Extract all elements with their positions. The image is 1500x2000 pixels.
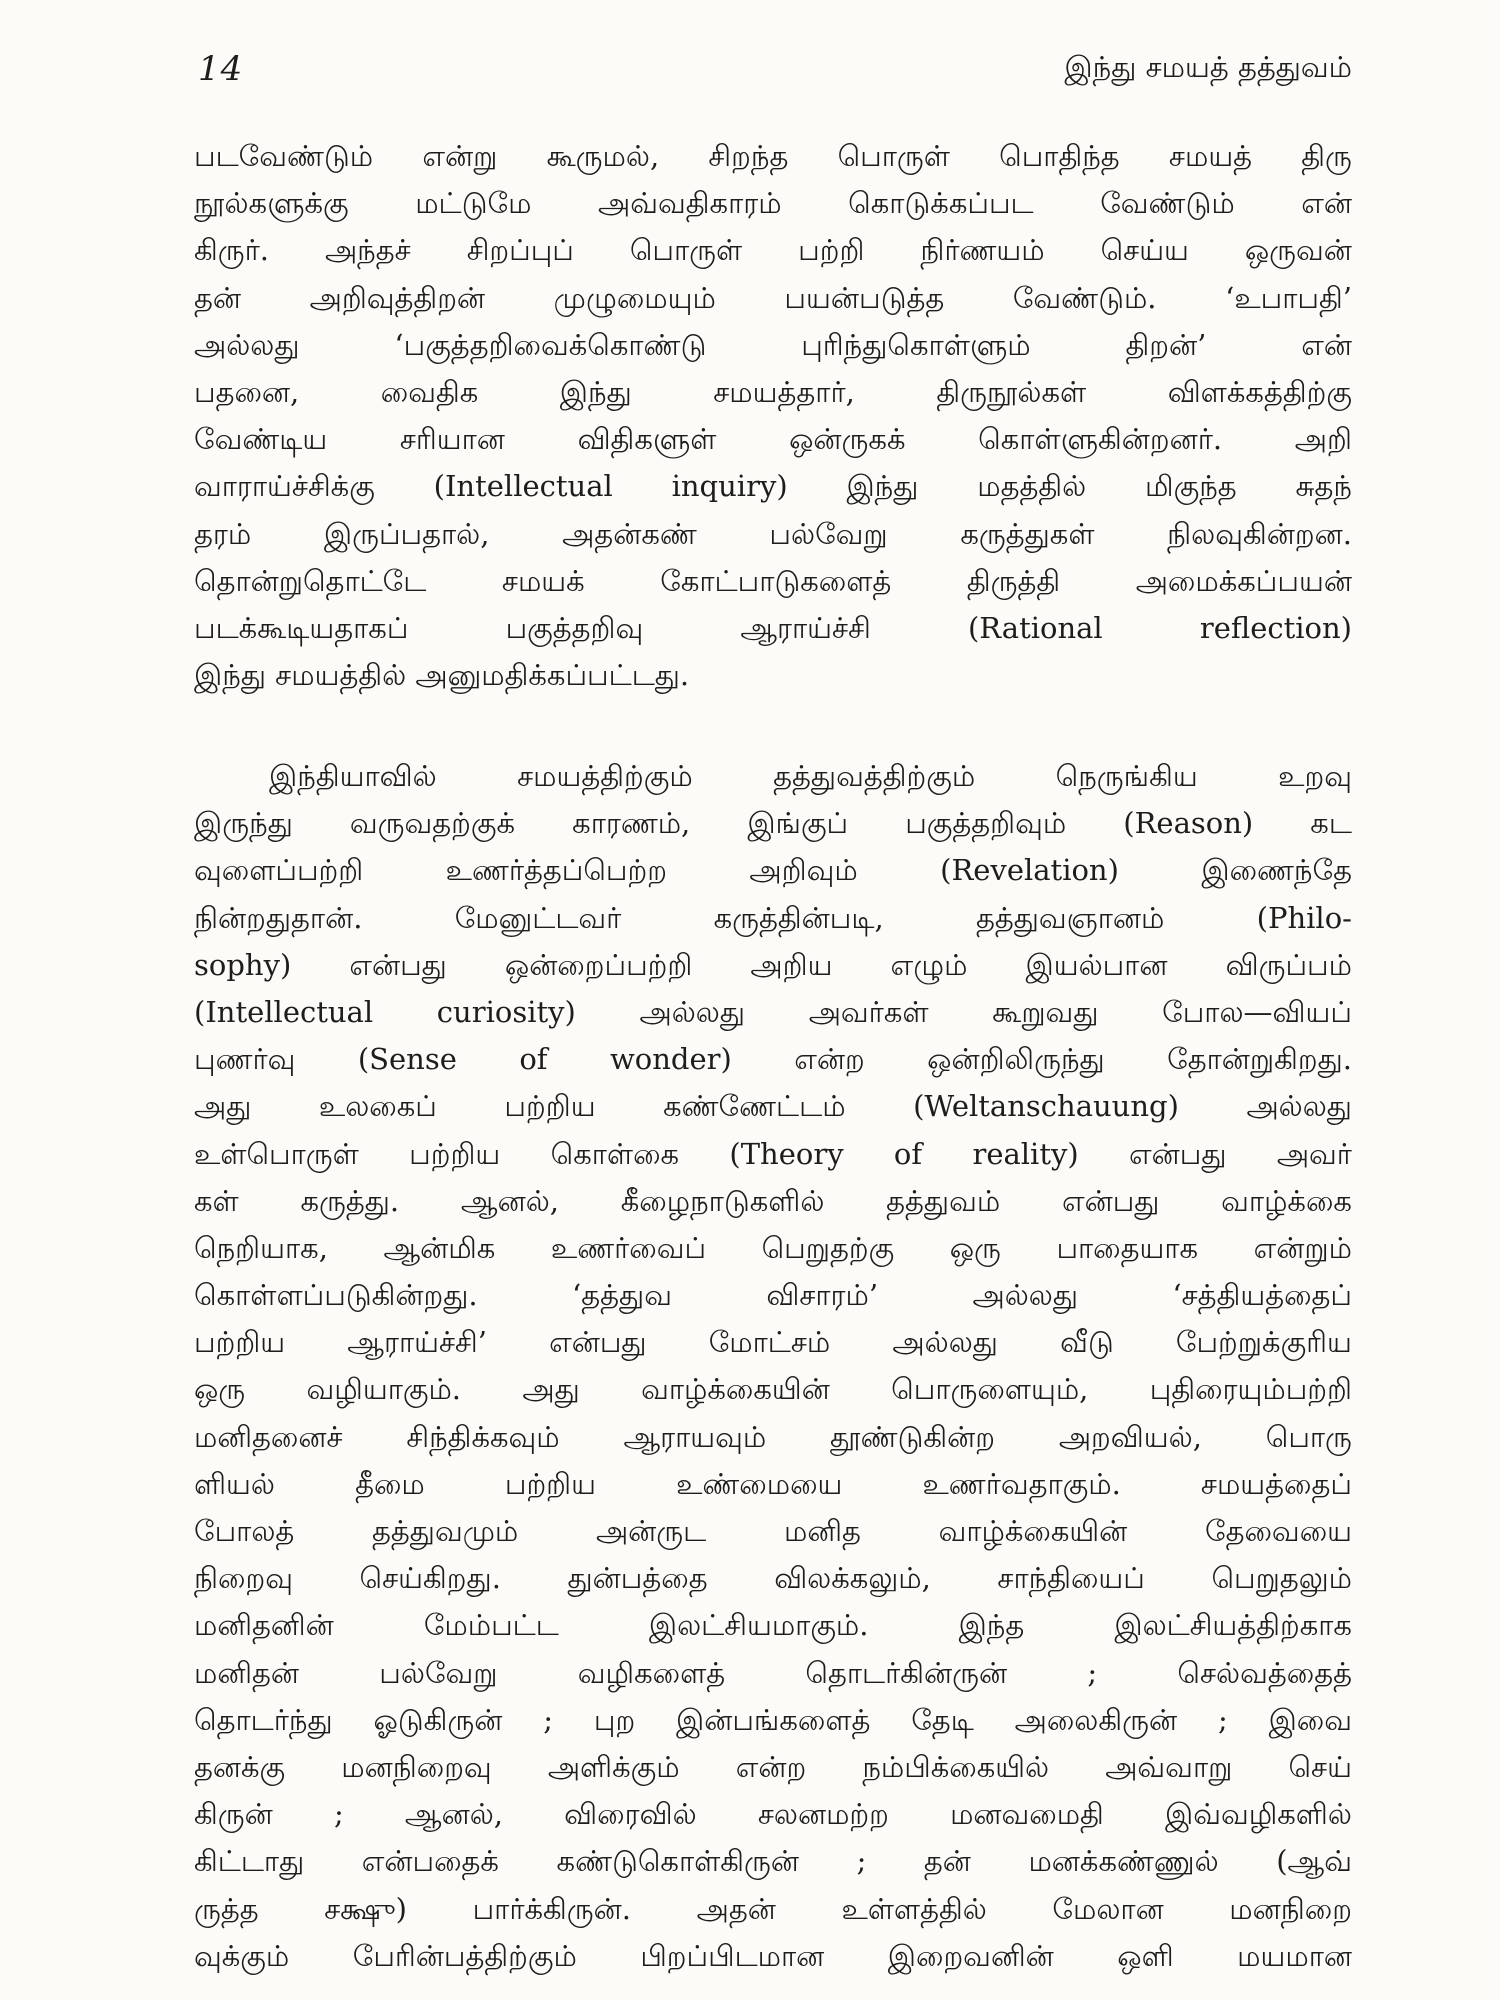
text-line: வேண்டிய சரியான விதிகளுள் ஒன்ருகக் கொள்ளுகின்றனர். அறி xyxy=(194,422,1352,457)
text-line: தரம் இருப்பதால், அதன்கண் பல்வேறு கருத்துகள் நிலவுகின்றன. xyxy=(194,516,1352,551)
text-line: படவேண்டும் என்று கூருமல், சிறந்த பொருள் பொதிந்த சமயத் திரு xyxy=(194,139,1352,173)
text-line: (Intellectual curiosity) அல்லது அவர்கள் கூறுவது போல—வியப் xyxy=(194,994,1352,1029)
text-line: பற்றிய ஆராய்ச்சி’ என்பது மோட்சம் அல்லது வீடு பேற்றுக்குரிய xyxy=(194,1325,1352,1360)
text-line: ருத்த சக்ஷு) பார்க்கிருன். அதன் உள்ளத்தில் மேலான மனநிறை xyxy=(194,1891,1352,1926)
text-line: கிருர். அந்தச் சிறப்புப் பொருள் பற்றி நிர்ணயம் செய்ய ஒருவன் xyxy=(194,233,1352,268)
text-line: நிறைவு செய்கிறது. துன்பத்தை விலக்கலும், சாந்தியைப் பெறுதலும் xyxy=(194,1561,1352,1596)
text-line: sophy) என்பது ஒன்றைப்பற்றி அறிய எழும் இயல்பான விருப்பம் xyxy=(194,947,1352,982)
text-line: பதனை, வைதிக இந்து சமயத்தார், திருநூல்கள் விளக்கத்திற்கு xyxy=(194,374,1352,409)
text-line: கிட்டாது என்பதைக் கண்டுகொள்கிருன் ; தன் மனக்கண்ணுல் (ஆவ் xyxy=(194,1844,1352,1879)
text-line: வுளைப்பற்றி உணர்த்தப்பெற்ற அறிவும் (Revelation) இணைந்தே xyxy=(194,853,1352,888)
text-line: கள் கருத்து. ஆனல், கீழைநாடுகளில் தத்துவம் என்பது வாழ்க்கை xyxy=(194,1183,1352,1218)
text-line: நின்றதுதான். மேனுட்டவர் கருத்தின்படி, தத்துவஞானம் (Philo- xyxy=(194,900,1352,935)
text-line: மனிதன் பல்வேறு வழிகளைத் தொடர்கின்ருன் ; செல்வத்தைத் xyxy=(194,1655,1352,1690)
paragraph xyxy=(194,133,1352,699)
text-line: அது உலகைப் பற்றிய கண்ணேட்டம் (Weltanschauung) அல்லது xyxy=(194,1089,1352,1124)
text-line: தொன்றுதொட்டே சமயக் கோட்பாடுகளைத் திருத்தி அமைக்கப்பயன் xyxy=(194,563,1352,598)
text-line: வாராய்ச்சிக்கு (Intellectual inquiry) இந்து மதத்தில் மிகுந்த சுதந் xyxy=(194,469,1352,504)
text-line: இந்து சமயத்தில் அனுமதிக்கப்பட்டது. xyxy=(194,658,690,693)
page-number: 14 xyxy=(198,49,244,89)
text-line: இந்தியாவில் சமயத்திற்கும் தத்துவத்திற்கும் நெருங்கிய உறவு xyxy=(269,759,1352,793)
page-header xyxy=(198,44,1352,94)
text-line: புணர்வு (Sense of wonder) என்ற ஒன்றிலிருந்து தோன்றுகிறது. xyxy=(194,1042,1352,1077)
text-line: ளியல் தீமை பற்றிய உண்மையை உணர்வதாகும். சமயத்தைப் xyxy=(194,1466,1352,1501)
text-line: தனக்கு மனநிறைவு அளிக்கும் என்ற நம்பிக்கையில் அவ்வாறு செய் xyxy=(194,1749,1352,1784)
paragraph xyxy=(194,753,1352,1980)
text-line: வுக்கும் பேரின்பத்திற்கும் பிறப்பிடமான இறைவனின் ஒளி மயமான xyxy=(194,1938,1352,1973)
text-line: தொடர்ந்து ஓடுகிருன் ; புற இன்பங்களைத் தேடி அலைகிருன் ; இவை xyxy=(194,1702,1352,1737)
text-line: தன் அறிவுத்திறன் முழுமையும் பயன்படுத்த வேண்டும். ‘உபாபதி’ xyxy=(194,280,1352,315)
text-line: கொள்ளப்படுகின்றது. ‘தத்துவ விசாரம்’ அல்லது ‘சத்தியத்தைப் xyxy=(194,1278,1352,1313)
text-line: கிருன் ; ஆனல், விரைவில் சலனமற்ற மனவமைதி இவ்வழிகளில் xyxy=(194,1797,1352,1832)
text-line: அல்லது ‘பகுத்தறிவைக்கொண்டு புரிந்துகொள்ளும் திறன்’ என் xyxy=(194,327,1352,362)
running-title: இந்து சமயத் தத்துவம் xyxy=(1064,50,1352,84)
text-line: நூல்களுக்கு மட்டுமே அவ்வதிகாரம் கொடுக்கப்பட வேண்டும் என் xyxy=(194,186,1352,221)
text-line: நெறியாக, ஆன்மிக உணர்வைப் பெறுதற்கு ஒரு பாதையாக என்றும் xyxy=(194,1230,1352,1265)
text-line: உள்பொருள் பற்றிய கொள்கை (Theory of reality) என்பது அவர் xyxy=(194,1136,1352,1171)
text-line: மனிதனைச் சிந்திக்கவும் ஆராயவும் தூண்டுகின்ற அறவியல், பொரு xyxy=(194,1419,1352,1454)
text-line: படக்கூடியதாகப் பகுத்தறிவு ஆராய்ச்சி (Rational reflection) xyxy=(194,610,1352,645)
text-line: மனிதனின் மேம்பட்ட இலட்சியமாகும். இந்த இலட்சியத்திற்காக xyxy=(194,1608,1352,1643)
text-line: ஒரு வழியாகும். அது வாழ்க்கையின் பொருளையும், புதிரையும்பற்றி xyxy=(194,1372,1352,1407)
text-line: இருந்து வருவதற்குக் காரணம், இங்குப் பகுத்தறிவும் (Reason) கட xyxy=(194,806,1352,841)
text-line: போலத் தத்துவமும் அன்ருட மனித வாழ்க்கையின் தேவையை xyxy=(194,1514,1352,1548)
